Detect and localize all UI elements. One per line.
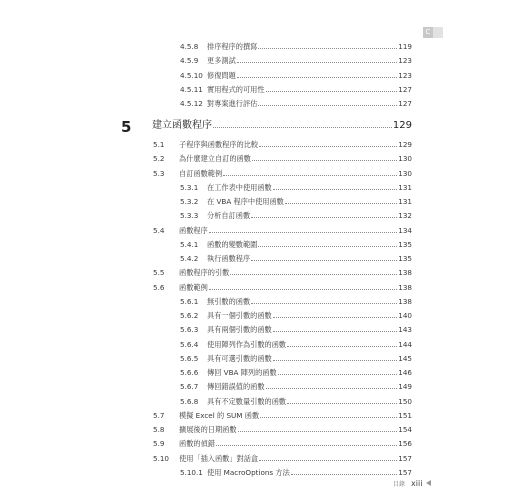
toc-entry-page-number: 123 xyxy=(398,56,412,66)
toc-entry-row[interactable] xyxy=(180,311,412,321)
toc-entry-page-number: 144 xyxy=(398,339,412,349)
dot-leader xyxy=(285,197,397,204)
toc-entry-number: 5.10 xyxy=(153,453,170,463)
dot-leader xyxy=(252,154,397,161)
toc-entry-title: 具有一個引數的函數 xyxy=(207,311,272,320)
toc-entry-row[interactable] xyxy=(180,99,412,109)
toc-entry-page-number: 135 xyxy=(398,239,412,249)
toc-entry-page-number: 149 xyxy=(398,382,412,392)
toc-entry-number: 4.5.10 xyxy=(180,70,203,80)
toc-entry-title: 在工作表中使用函數 xyxy=(207,182,272,192)
toc-entry-number: 5.6.8 xyxy=(180,396,199,406)
page-footer xyxy=(393,477,431,489)
toc-entry-page-number: 129 xyxy=(398,140,412,149)
toc-entry-title: 執行函數程序 xyxy=(207,254,251,263)
toc-entry-title: 使用「插入函數」對話盒 xyxy=(179,453,259,463)
chapter-title: 建立函數程序 xyxy=(152,120,212,131)
toc-entry-row[interactable] xyxy=(180,325,412,335)
dot-leader xyxy=(251,297,397,304)
toc-entry-title: 排序程序的撰寫 xyxy=(207,42,258,51)
toc-entry-number: 5.1 xyxy=(153,140,165,149)
toc-entry-number: 5.6.3 xyxy=(180,325,199,335)
toc-entry-page-number: 154 xyxy=(398,425,412,434)
toc-entry-title: 具有不定數量引數的函數 xyxy=(207,396,287,406)
toc-entry-number: 5.3.3 xyxy=(180,211,199,221)
dot-leader xyxy=(230,268,397,275)
toc-entry-row[interactable] xyxy=(180,368,412,378)
toc-entry-page-number: 131 xyxy=(398,197,412,206)
toc-entry-title: 具有兩個引數的函數 xyxy=(207,325,272,335)
toc-entry-number: 5.6.4 xyxy=(180,339,199,349)
toc-entry-title: 無引數的函數 xyxy=(207,296,251,306)
toc-entry-page-number: 132 xyxy=(398,211,412,221)
toc-entry-page-number: 150 xyxy=(398,396,412,406)
dot-leader xyxy=(291,468,397,475)
toc-entry-row[interactable] xyxy=(180,468,412,478)
toc-entry-title: 模擬 Excel 的 SUM 函數 xyxy=(179,410,260,420)
chapter-number: 5 xyxy=(121,118,132,136)
triangle-left-icon xyxy=(426,480,431,486)
toc-entry-row[interactable] xyxy=(180,340,412,350)
toc-entry-page-number: 127 xyxy=(398,99,412,108)
toc-entry-title: 更多測試 xyxy=(207,56,236,66)
dot-leader xyxy=(266,85,398,92)
toc-entry-page-number: 156 xyxy=(398,439,412,449)
toc-entry-page-number: 143 xyxy=(398,325,412,335)
toc-entry-number: 5.3.2 xyxy=(180,197,199,206)
dot-leader xyxy=(238,425,398,432)
dot-leader xyxy=(216,439,397,446)
dot-leader xyxy=(273,325,398,332)
dot-leader xyxy=(273,311,398,318)
toc-entry-number: 5.5 xyxy=(153,268,165,278)
toc-entry-row[interactable] xyxy=(153,140,412,150)
dot-leader xyxy=(278,368,398,375)
toc-entry-row[interactable] xyxy=(180,254,412,264)
toc-entry-page-number: 119 xyxy=(398,42,412,51)
toc-entry-number: 4.5.8 xyxy=(180,42,199,51)
toc-entry-page-number: 135 xyxy=(398,254,412,263)
toc-entry-row[interactable] xyxy=(180,85,412,95)
toc-entry-row[interactable] xyxy=(153,154,412,164)
toc-entry-number: 5.7 xyxy=(153,410,165,420)
toc-entry-row[interactable] xyxy=(180,211,412,221)
dot-leader xyxy=(237,71,398,78)
toc-entry-page-number: 157 xyxy=(398,467,412,477)
dot-leader xyxy=(237,56,398,63)
toc-entry-row[interactable] xyxy=(180,197,412,207)
toc-entry-number: 5.6.1 xyxy=(180,296,199,306)
toc-entry-title: 函數範例 xyxy=(179,282,208,292)
toc-entry-row[interactable] xyxy=(180,240,412,250)
dot-leader xyxy=(223,169,397,176)
toc-entry-title: 傳回錯誤值的函數 xyxy=(207,382,265,392)
toc-entry-page-number: 138 xyxy=(398,268,412,278)
dot-leader xyxy=(273,354,398,361)
toc-entry-page-number: 134 xyxy=(398,225,412,235)
dot-leader xyxy=(213,121,392,128)
toc-entry-number: 5.6.6 xyxy=(180,368,199,377)
toc-entry-page-number: 157 xyxy=(398,453,412,463)
toc-entry-number: 5.4.1 xyxy=(180,239,199,249)
toc-entry-row[interactable] xyxy=(180,397,412,407)
dot-leader xyxy=(260,411,397,418)
toc-entry-page-number: 131 xyxy=(398,182,412,192)
footer-label: 目錄 xyxy=(393,480,406,488)
toc-entry-title: 使用陣列作為引數的函數 xyxy=(207,339,287,349)
toc-entry-page-number: 127 xyxy=(398,84,412,94)
toc-entry-number: 4.5.12 xyxy=(180,99,203,108)
toc-entry-row[interactable] xyxy=(180,183,412,193)
toc-entry-row[interactable] xyxy=(153,268,412,278)
toc-entry-number: 4.5.9 xyxy=(180,56,199,66)
toc-entry-title: 函數的變數範圍 xyxy=(207,239,258,249)
toc-entry-title: 分析自訂函數 xyxy=(207,211,251,221)
dot-leader xyxy=(259,140,397,147)
toc-entry-number: 5.9 xyxy=(153,439,165,449)
toc-entry-number: 5.10.1 xyxy=(180,467,203,477)
dot-leader xyxy=(258,240,397,247)
toc-entry-number: 5.4 xyxy=(153,225,165,235)
toc-entry-title: 函數程序的引數 xyxy=(179,268,230,278)
footer-page-number: xiii xyxy=(411,478,423,488)
toc-entry-number: 4.5.11 xyxy=(180,84,203,94)
toc-entry-row[interactable] xyxy=(153,439,412,449)
dot-leader xyxy=(258,99,397,106)
dot-leader xyxy=(209,283,398,290)
toc-entry-title: 函數的偵錯 xyxy=(179,439,215,449)
toc-entry-row[interactable] xyxy=(153,411,412,421)
toc-entry-title: 實用程式的可用性 xyxy=(207,84,265,94)
toc-entry-title: 使用 MacroOptions 方法 xyxy=(207,467,290,477)
dot-leader xyxy=(287,340,397,347)
toc-entry-title: 擴展後的日期函數 xyxy=(179,425,237,434)
toc-entry-title: 對專案進行評估 xyxy=(207,99,258,108)
toc-entry-row[interactable] xyxy=(180,42,412,52)
toc-entry-row[interactable] xyxy=(180,56,412,66)
toc-entry-row[interactable] xyxy=(153,454,412,464)
toc-entry-number: 5.4.2 xyxy=(180,254,199,263)
toc-entry-number: 5.6 xyxy=(153,282,165,292)
toc-entry-page-number: 130 xyxy=(398,154,412,164)
toc-entry-row[interactable] xyxy=(153,283,412,293)
toc-entry-number: 5.3 xyxy=(153,168,165,178)
toc-entry-page-number: 123 xyxy=(398,70,412,80)
toc-entry-page-number: 145 xyxy=(398,353,412,363)
toc-entry-row[interactable] xyxy=(180,297,412,307)
toc-entry-number: 5.6.5 xyxy=(180,353,199,363)
dot-leader xyxy=(273,183,398,190)
toc-entry-title: 在 VBA 程序中使用函數 xyxy=(207,197,284,206)
dot-leader xyxy=(251,254,397,261)
toc-entry-title: 子程序與函數程序的比較 xyxy=(179,140,259,149)
dot-leader xyxy=(259,454,397,461)
toc-entry-row[interactable] xyxy=(180,71,412,81)
toc-entry-number: 5.6.2 xyxy=(180,311,199,320)
toc-entry-page-number: 130 xyxy=(398,168,412,178)
toc-entry-page-number: 146 xyxy=(398,368,412,377)
dot-leader xyxy=(209,226,398,233)
chapter-heading-row[interactable] xyxy=(152,119,412,133)
toc-entry-title: 修復問題 xyxy=(207,70,236,80)
toc-entry-title: 函數程序 xyxy=(179,225,208,235)
toc-entry-page-number: 140 xyxy=(398,311,412,320)
toc-entry-title: 自訂函數範例 xyxy=(179,168,223,178)
toc-entry-row[interactable] xyxy=(180,354,412,364)
toc-entry-number: 5.8 xyxy=(153,425,165,434)
corner-tab-letter: C xyxy=(423,27,433,38)
toc-entry-title: 為什麼建立自訂的函數 xyxy=(179,154,251,164)
chapter-page-number: 129 xyxy=(392,120,412,131)
toc-entry-number: 5.6.7 xyxy=(180,382,199,392)
toc-entry-row[interactable] xyxy=(153,226,412,236)
dot-leader xyxy=(258,42,397,49)
toc-entry-page-number: 138 xyxy=(398,282,412,292)
toc-entry-number: 5.2 xyxy=(153,154,165,164)
toc-entry-page-number: 138 xyxy=(398,296,412,306)
toc-entry-number: 5.3.1 xyxy=(180,182,199,192)
toc-entry-page-number: 151 xyxy=(398,410,412,420)
dot-leader xyxy=(251,211,397,218)
dot-leader xyxy=(287,397,397,404)
toc-entry-row[interactable] xyxy=(180,382,412,392)
toc-entry-row[interactable] xyxy=(153,425,412,435)
toc-entry-title: 具有可選引數的函數 xyxy=(207,353,272,363)
toc-entry-title: 傳回 VBA 陣列的函數 xyxy=(207,368,277,377)
dot-leader xyxy=(266,382,398,389)
toc-entry-row[interactable] xyxy=(153,169,412,179)
